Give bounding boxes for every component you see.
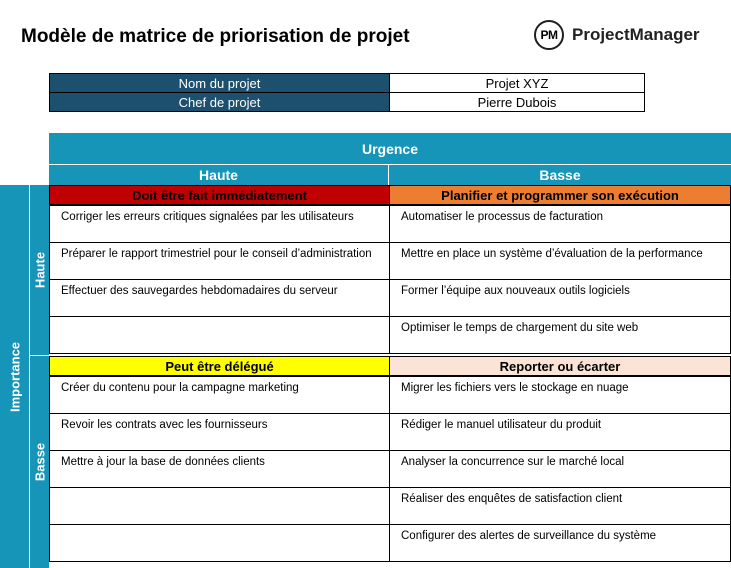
quadrant-postpone [389,377,731,562]
quadrant-do-now-header: Doit être fait immédiatement [49,185,390,205]
project-name-label: Nom du projet [50,74,390,93]
quadrant-delegate [49,377,390,562]
quadrant-postpone-header: Reporter ou écarter [389,356,731,376]
table-row[interactable]: Migrer les fichiers vers le stockage en nuage [389,376,731,414]
project-manager-label: Chef de projet [50,93,390,112]
table-row[interactable]: Automatiser le processus de facturation [389,205,731,243]
table-row[interactable]: Mettre à jour la base de données clients [49,450,390,488]
urgency-high-header: Haute [49,165,389,185]
table-row[interactable]: Analyser la concurrence sur le marché local [389,450,731,488]
table-row[interactable]: Effectuer des sauvegardes hebdomadaires du serveur [49,279,390,317]
table-row[interactable]: Corriger les erreurs critiques signalées par les utilisateurs [49,205,390,243]
quadrant-schedule-header: Planifier et programmer son exécution [389,185,731,205]
importance-high-header [30,185,49,356]
table-row[interactable] [49,487,390,525]
table-row[interactable] [49,316,390,354]
table-row[interactable]: Configurer des alertes de surveillance du système [389,524,731,562]
importance-high-label: Haute [32,251,47,289]
project-manager-row [50,93,645,112]
importance-label: Importance [7,341,22,412]
table-row[interactable]: Rédiger le manuel utilisateur du produit [389,413,731,451]
pm-logo-icon: PM [534,20,564,50]
importance-header [0,185,30,568]
table-row[interactable] [49,524,390,562]
page-title: Modèle de matrice de priorisation de projet [21,26,410,47]
project-name-value[interactable]: Projet XYZ [390,74,645,93]
table-row[interactable]: Créer du contenu pour la campagne marketing [49,376,390,414]
table-row[interactable]: Optimiser le temps de chargement du site web [389,316,731,354]
quadrant-do-now [49,206,390,354]
quadrant-delegate-header: Peut être délégué [49,356,390,376]
table-row[interactable]: Mettre en place un système d’évaluation de la performance [389,242,731,280]
project-info-table [49,73,645,112]
importance-low-header [30,356,49,568]
quadrant-schedule [389,206,731,354]
table-row[interactable]: Préparer le rapport trimestriel pour le conseil d’administration [49,242,390,280]
urgency-header: Urgence [49,133,731,165]
table-row[interactable]: Former l’équipe aux nouveaux outils logiciels [389,279,731,317]
table-row[interactable]: Réaliser des enquêtes de satisfaction client [389,487,731,525]
projectmanager-logo [534,20,700,50]
logo-text: ProjectManager [572,25,700,44]
urgency-low-header: Basse [389,165,731,185]
project-manager-value[interactable]: Pierre Dubois [390,93,645,112]
importance-low-label: Basse [32,442,47,482]
table-row[interactable]: Revoir les contrats avec les fournisseurs [49,413,390,451]
project-name-row [50,74,645,93]
